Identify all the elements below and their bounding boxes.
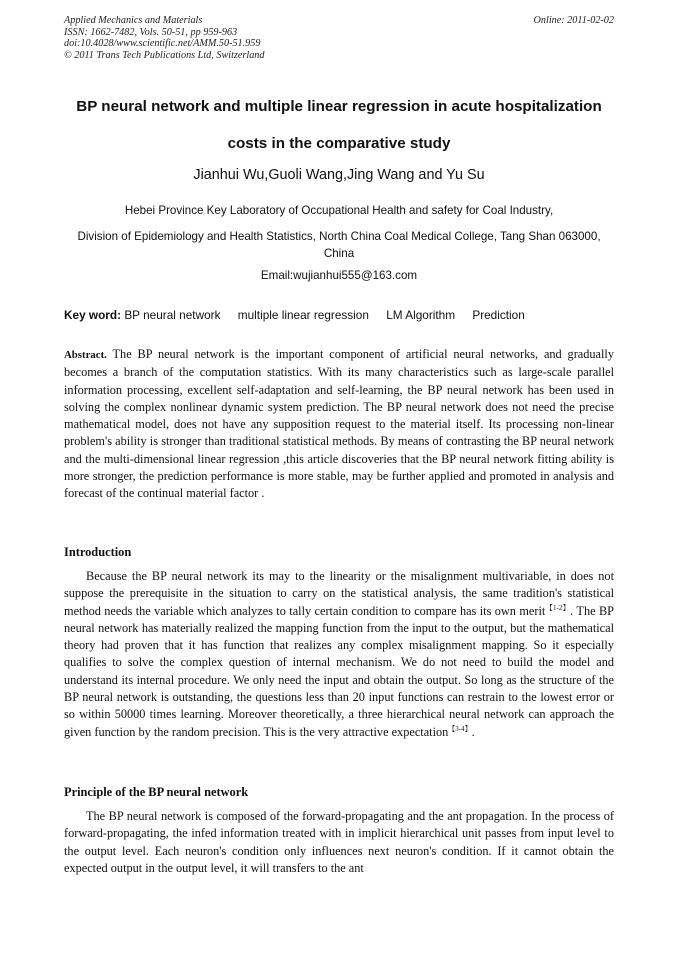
abstract bbox=[64, 346, 614, 503]
paper-authors: Jianhui Wu,Guoli Wang,Jing Wang and Yu Su bbox=[193, 167, 485, 183]
journal-doi: doi:10.4028/www.scientific.net/AMM.50-51.959 bbox=[64, 38, 261, 49]
journal-issn: ISSN: 1662-7482, Vols. 50-51, pp 959-963 bbox=[64, 26, 238, 38]
affiliation bbox=[64, 202, 614, 263]
keywords bbox=[64, 308, 614, 322]
affiliation-line-1: Hebei Province Key Laboratory of Occupational Health and safety for Coal Industry, bbox=[124, 204, 554, 217]
author-email: Email:wujianhui555@163.com bbox=[260, 269, 418, 282]
journal-name: Applied Mechanics and Materials bbox=[64, 15, 203, 26]
introduction-text-1: Because the BP neural network its may to the linearity or the misalignment multivariable, in does not suppose the prerequisite in the situation to carry on the statistical analysis, the same tradition's statistical method needs the variable which analyzes to tally certain condition to compare has its own merit bbox=[64, 569, 614, 618]
introduction-heading: Introduction bbox=[64, 545, 132, 559]
introduction-text-3: . bbox=[471, 724, 475, 739]
online-date: Online: 2011-02-02 bbox=[533, 15, 614, 26]
keyword-item: BP neural network bbox=[124, 308, 221, 322]
introduction-text-2: . The BP neural network has materially realized the mapping function from the input to the output, but the mathematical theory had proven that it has function that realizes any complex misalignment mapping. So it especially qualifies to solve the complex question of internal mechanism. We do not need to build the model and understand its internal procedure. We only need the input and obtain the output. So long as the structure of the BP neural network is outstanding, the questions less than 20 input functions can restrain to the lowest error or so within 50000 times learning. Moreover theoretically, a three hierarchical neural network can approach the given function by the random precision. This is the very attractive expectation bbox=[64, 603, 614, 739]
citation-ref: 【3-4】 bbox=[448, 724, 472, 733]
journal-copyright: © 2011 Trans Tech Publications Ltd, Switzerland bbox=[64, 49, 265, 61]
principle-heading: Principle of the BP neural network bbox=[64, 785, 249, 799]
principle-paragraph: The BP neural network is composed of the forward-propagating and the ant propagation. In the process of forward-propagating, the infed information treated with in implicit hierarchical unit passes from input level to the output level. Each neuron's condition only influences next neuron's condition. If it cannot obtain the expected output in the output level, it will transfers to the ant bbox=[64, 809, 614, 875]
citation-ref: 【1-2】 bbox=[545, 603, 570, 612]
abstract-label: Abstract. bbox=[64, 349, 107, 361]
journal-header bbox=[64, 15, 614, 61]
keyword-item: multiple linear regression bbox=[237, 308, 369, 322]
affiliation-line-2: Division of Epidemiology and Health Statistics, North China Coal Medical College, Tang Shan 063000, China bbox=[77, 229, 601, 260]
keyword-item: LM Algorithm bbox=[386, 308, 456, 322]
abstract-text: The BP neural network is the important component of artificial neural networks, and gradually becomes a branch of the computation statistics. With its many characteristics such as large-scale parallel information processing, excellent self-adaptation and self-learning, the BP neural network has been used in solving the complex nonlinear dynamic system prediction. The BP neural network does not need the precise mathematical model, does not have any supposition request to the material itself. Its processing non-linear problem's ability is stronger than traditional statistical methods. By means of contrasting the BP neural network and the multi-dimensional linear regression ,this article discoveries that the BP neural network fitting ability is more stronger, the prediction performance is more stable, may be further applied and promoted in analysis and forecast of the continual material factor . bbox=[64, 347, 614, 501]
keyword-item: Prediction bbox=[472, 308, 525, 322]
keywords-label: Key word: bbox=[64, 308, 122, 322]
paper-title: BP neural network and multiple linear regression in acute hospitalization costs in the comparative study bbox=[76, 98, 602, 152]
introduction-paragraph bbox=[64, 568, 614, 741]
